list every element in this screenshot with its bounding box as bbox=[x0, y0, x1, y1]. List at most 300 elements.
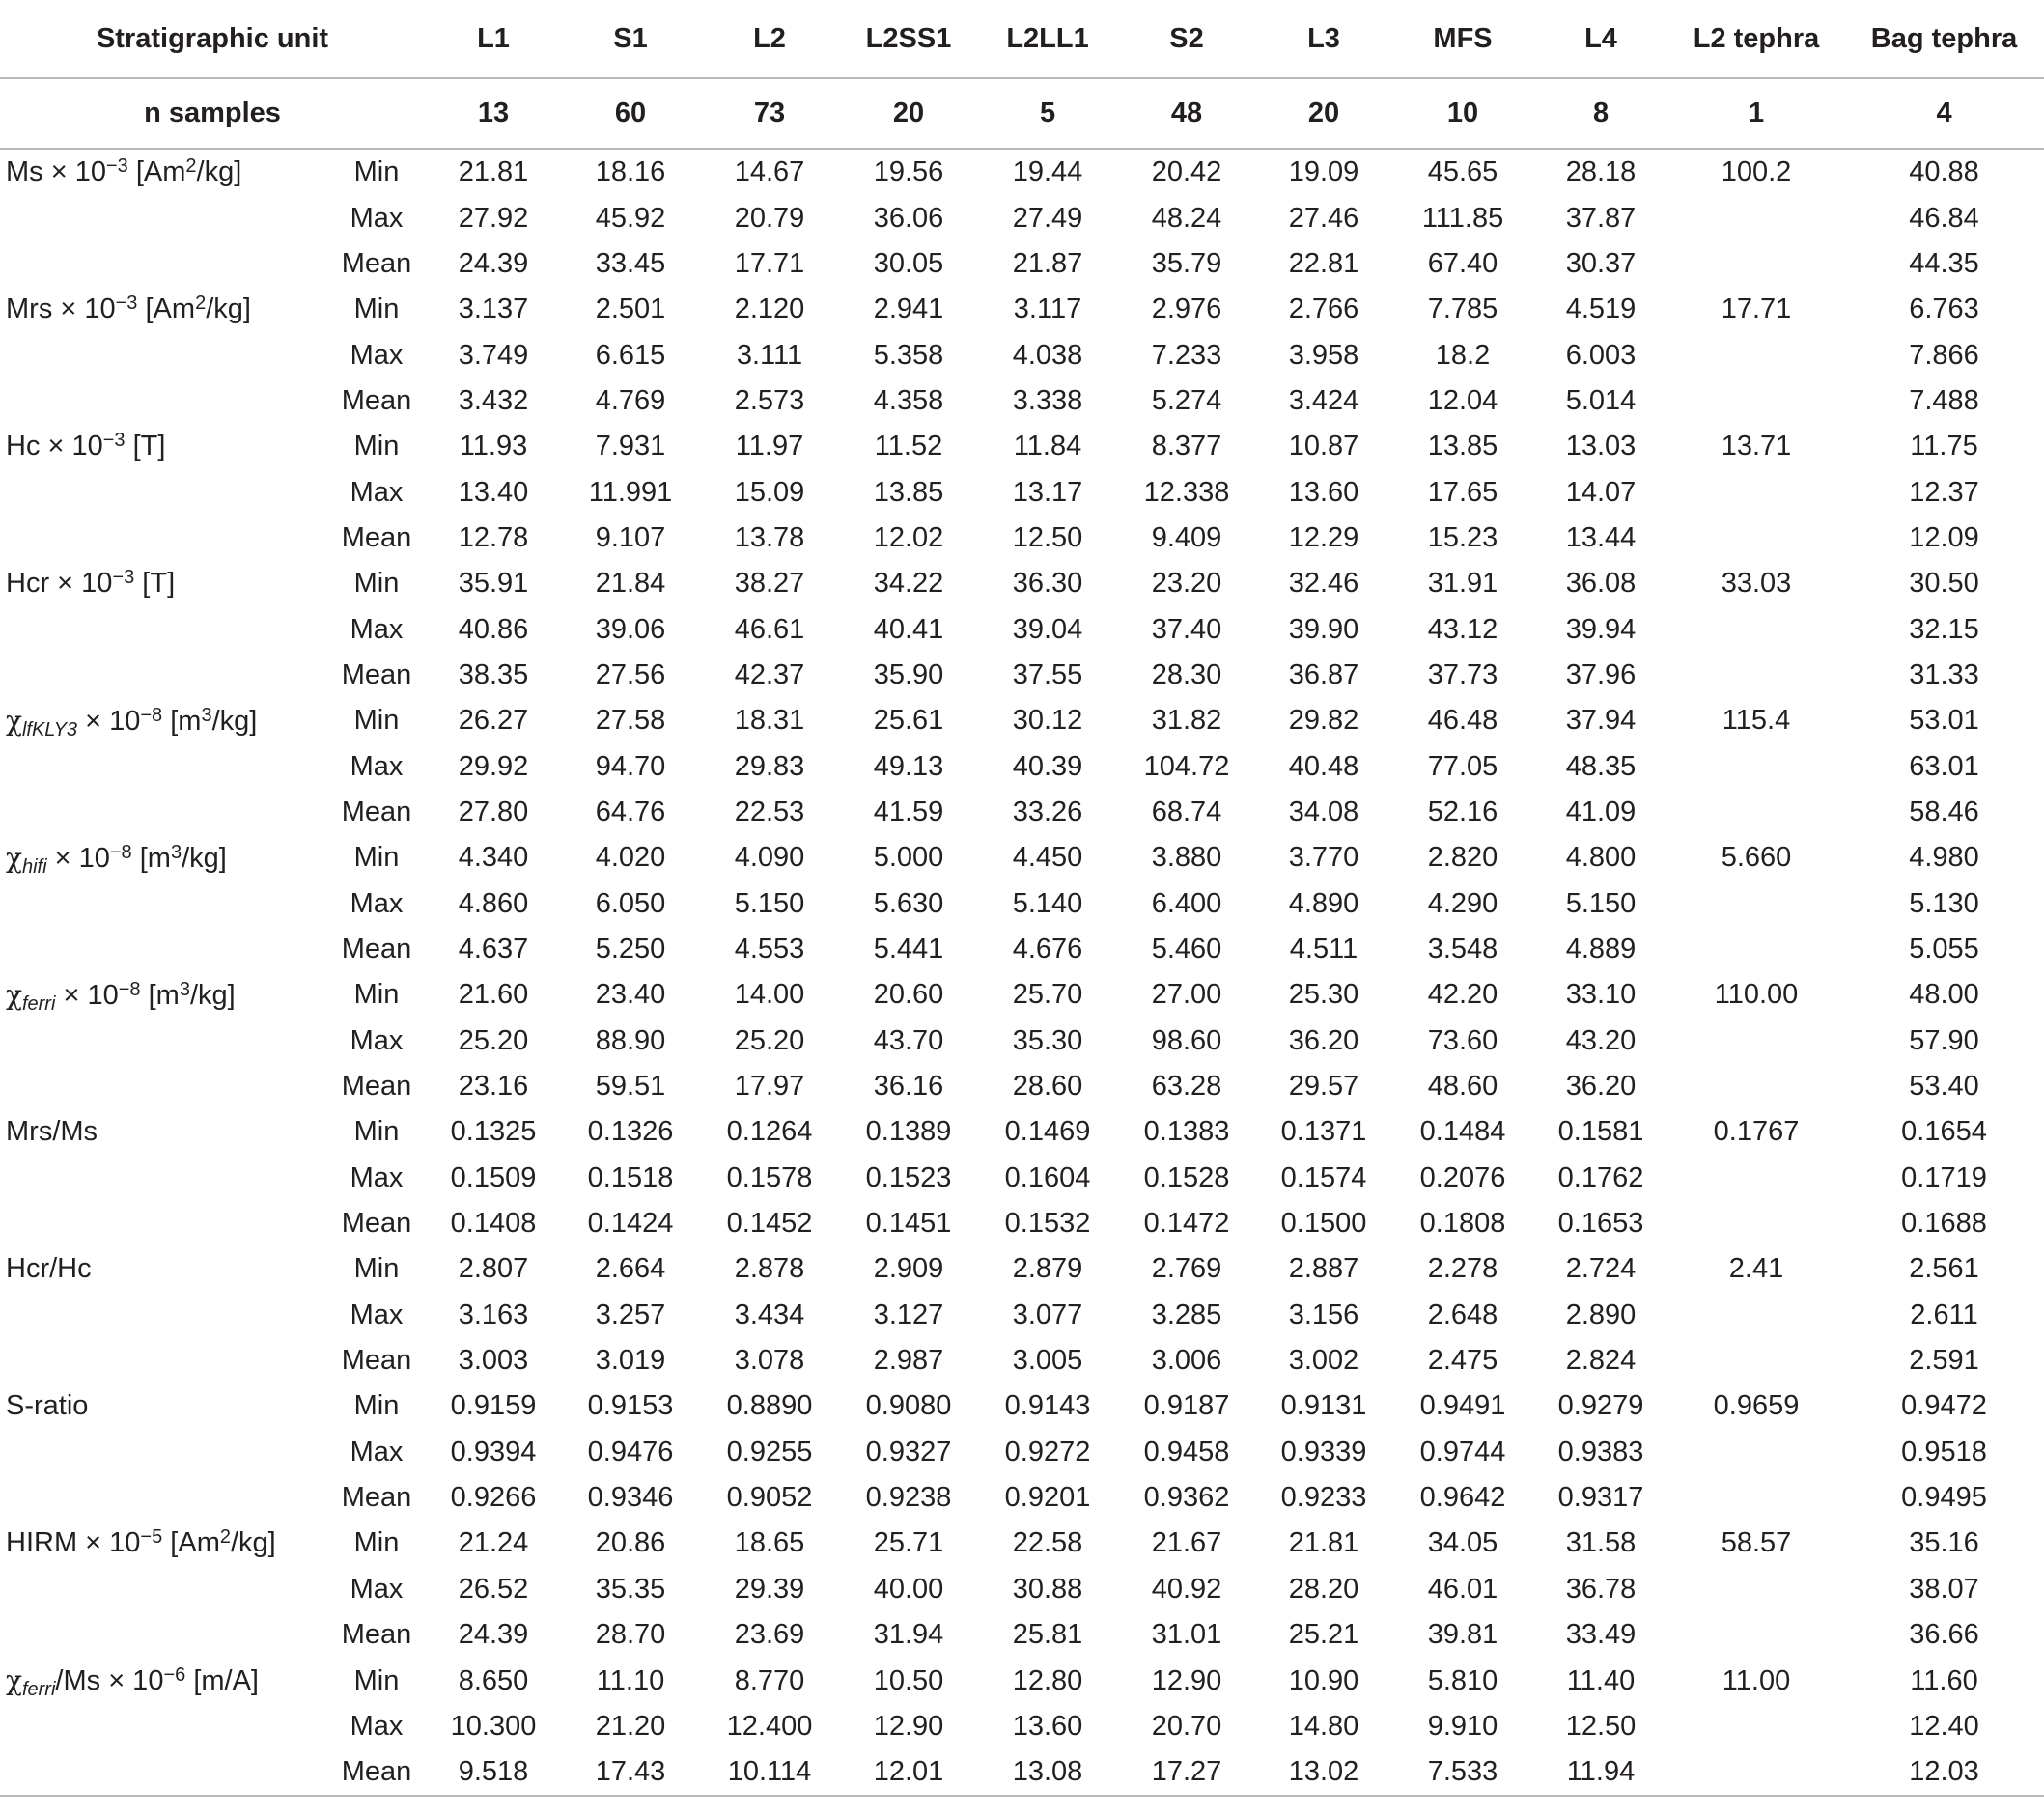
parameter-name: × 10 bbox=[77, 705, 141, 737]
stat-label: Max bbox=[350, 476, 404, 508]
value-cell: 27.56 bbox=[595, 658, 666, 690]
value-cell: 13.78 bbox=[734, 521, 805, 553]
value-cell: 53.01 bbox=[1909, 705, 1979, 737]
parameter-label bbox=[0, 424, 328, 469]
parameter-name: Hcr/Hc bbox=[6, 1253, 92, 1285]
unit-text: [T] bbox=[125, 431, 166, 462]
value-cell: 0.1653 bbox=[1557, 1208, 1644, 1240]
value-cell: 35.79 bbox=[1151, 247, 1222, 279]
value-cell: 3.156 bbox=[1288, 1299, 1359, 1330]
value-cell bbox=[1668, 743, 1844, 789]
value-cell: 25.71 bbox=[873, 1527, 944, 1559]
stat-label: Max bbox=[350, 202, 404, 234]
value-cell: 4.038 bbox=[1012, 339, 1083, 371]
value-cell: 0.1719 bbox=[1901, 1161, 1987, 1193]
value-cell: 43.20 bbox=[1565, 1024, 1637, 1056]
value-cell: 68.74 bbox=[1151, 796, 1222, 827]
value-cell: 0.1389 bbox=[865, 1116, 952, 1148]
value-cell: 4.676 bbox=[1012, 934, 1083, 965]
value-cell: 43.12 bbox=[1427, 613, 1498, 645]
value-cell: 0.1654 bbox=[1901, 1116, 1987, 1148]
value-cell: 23.40 bbox=[595, 979, 666, 1011]
value-cell: 46.84 bbox=[1909, 202, 1979, 234]
table-row bbox=[0, 1109, 2044, 1155]
value-cell: 6.400 bbox=[1151, 887, 1222, 919]
stat-label: Max bbox=[350, 1161, 404, 1193]
value-cell: 4.769 bbox=[595, 384, 666, 416]
value-cell: 33.10 bbox=[1565, 979, 1637, 1011]
value-cell: 115.4 bbox=[1722, 705, 1791, 737]
parameter-label bbox=[0, 835, 328, 880]
parameter-name: × 10 bbox=[55, 979, 119, 1011]
value-cell: 0.1469 bbox=[1004, 1116, 1091, 1148]
value-cell: 7.533 bbox=[1392, 1749, 1533, 1796]
value-cell: 25.21 bbox=[1288, 1619, 1359, 1651]
value-cell: 38.35 bbox=[458, 658, 529, 690]
value-cell: 0.1326 bbox=[587, 1116, 674, 1148]
value-cell: 2.664 bbox=[595, 1253, 666, 1285]
value-cell: 0.1581 bbox=[1557, 1116, 1644, 1148]
value-cell: 0.1383 bbox=[1143, 1116, 1230, 1148]
value-cell: 4.290 bbox=[1427, 887, 1498, 919]
value-cell: 0.9362 bbox=[1143, 1482, 1230, 1514]
value-cell: 13.71 bbox=[1721, 431, 1792, 462]
value-cell: 9.409 bbox=[1151, 521, 1222, 553]
value-cell: 10.50 bbox=[873, 1664, 944, 1696]
parameter-label-empty bbox=[0, 1293, 328, 1338]
value-cell: 0.9346 bbox=[587, 1482, 674, 1514]
stat-label: Max bbox=[350, 1710, 404, 1742]
value-cell: 5.460 bbox=[1151, 934, 1222, 965]
value-cell: 59.51 bbox=[595, 1071, 666, 1103]
value-cell: 39.04 bbox=[1012, 613, 1083, 645]
value-cell: 0.1264 bbox=[726, 1116, 813, 1148]
column-header: L2 bbox=[753, 22, 786, 54]
value-cell: 111.85 bbox=[1421, 202, 1504, 234]
table-row bbox=[0, 1430, 2044, 1475]
stat-label: Mean bbox=[328, 1749, 425, 1796]
value-cell bbox=[1668, 469, 1844, 515]
value-cell: 48.35 bbox=[1565, 750, 1637, 782]
column-header: MFS bbox=[1433, 22, 1493, 54]
value-cell: 7.785 bbox=[1427, 293, 1498, 325]
parameter-label-empty bbox=[0, 1475, 328, 1521]
value-cell: 13.08 bbox=[977, 1749, 1118, 1796]
n-samples-cell: 8 bbox=[1533, 78, 1668, 149]
value-cell: 25.70 bbox=[1012, 979, 1083, 1011]
value-cell: 3.257 bbox=[595, 1299, 666, 1330]
chi-symbol: χ bbox=[6, 704, 22, 737]
value-cell: 0.1325 bbox=[450, 1116, 537, 1148]
value-cell: 3.434 bbox=[734, 1299, 805, 1330]
value-cell: 12.37 bbox=[1909, 476, 1979, 508]
value-cell: 2.501 bbox=[595, 293, 666, 325]
value-cell: 28.60 bbox=[1012, 1071, 1083, 1103]
value-cell: 30.50 bbox=[1909, 568, 1979, 600]
value-cell: 27.92 bbox=[458, 202, 529, 234]
stat-label: Mean bbox=[341, 384, 412, 416]
value-cell: 14.67 bbox=[734, 156, 805, 188]
value-cell: 37.94 bbox=[1565, 705, 1637, 737]
value-cell: 36.66 bbox=[1909, 1619, 1979, 1651]
parameter-label bbox=[0, 287, 328, 332]
value-cell: 11.84 bbox=[1013, 431, 1082, 462]
value-cell: 40.00 bbox=[873, 1573, 944, 1605]
value-cell: 32.46 bbox=[1288, 568, 1359, 600]
value-cell: 0.9491 bbox=[1419, 1390, 1506, 1422]
table-row bbox=[0, 561, 2044, 606]
chi-symbol: χ bbox=[6, 841, 22, 874]
stat-label: Max bbox=[350, 750, 404, 782]
exponent: −6 bbox=[163, 1664, 186, 1687]
table-row bbox=[0, 606, 2044, 652]
value-cell bbox=[1668, 1201, 1844, 1246]
value-cell: 5.150 bbox=[734, 887, 805, 919]
value-cell: 4.519 bbox=[1565, 293, 1637, 325]
value-cell: 30.88 bbox=[1012, 1573, 1083, 1605]
value-cell: 3.880 bbox=[1151, 842, 1222, 874]
stat-label: Mean bbox=[341, 1208, 412, 1240]
value-cell: 23.69 bbox=[734, 1619, 805, 1651]
parameter-label-empty bbox=[0, 469, 328, 515]
value-cell bbox=[1668, 1567, 1844, 1612]
value-cell: 0.9317 bbox=[1557, 1482, 1644, 1514]
value-cell: 11.10 bbox=[596, 1664, 665, 1696]
value-cell: 40.39 bbox=[1012, 750, 1083, 782]
parameter-label bbox=[0, 1383, 328, 1429]
table-row bbox=[0, 1156, 2044, 1201]
unit-exponent: 2 bbox=[219, 1526, 231, 1549]
value-cell: 21.81 bbox=[458, 156, 529, 188]
value-cell: 31.82 bbox=[1151, 705, 1222, 737]
value-cell bbox=[1668, 653, 1844, 698]
stratigraphic-unit-header: Stratigraphic unit bbox=[96, 22, 329, 54]
value-cell: 11.75 bbox=[1910, 431, 1978, 462]
stat-label: Mean bbox=[341, 1071, 412, 1103]
table-row bbox=[0, 1521, 2044, 1566]
value-cell: 12.03 bbox=[1844, 1749, 2044, 1796]
stat-label: Min bbox=[353, 293, 400, 325]
value-cell: 2.573 bbox=[734, 384, 805, 416]
value-cell: 20.42 bbox=[1151, 156, 1222, 188]
value-cell bbox=[1668, 1064, 1844, 1109]
value-cell: 0.1688 bbox=[1901, 1208, 1987, 1240]
stat-label: Max bbox=[350, 887, 404, 919]
value-cell: 34.08 bbox=[1288, 796, 1359, 827]
value-cell: 9.518 bbox=[425, 1749, 562, 1796]
value-cell: 0.9458 bbox=[1143, 1436, 1230, 1467]
parameter-label-empty bbox=[0, 1612, 328, 1658]
value-cell: 67.40 bbox=[1427, 247, 1498, 279]
value-cell: 17.97 bbox=[734, 1071, 805, 1103]
parameter-label bbox=[0, 1521, 328, 1566]
value-cell bbox=[1668, 927, 1844, 972]
value-cell: 12.80 bbox=[1012, 1664, 1083, 1696]
value-cell: 11.991 bbox=[588, 476, 673, 508]
parameter-label-empty bbox=[0, 790, 328, 835]
value-cell: 2.648 bbox=[1427, 1299, 1498, 1330]
value-cell: 3.338 bbox=[1012, 384, 1083, 416]
value-cell: 40.88 bbox=[1909, 156, 1979, 188]
unit-suffix: /kg] bbox=[211, 705, 258, 737]
value-cell: 2.878 bbox=[734, 1253, 805, 1285]
stat-label: Min bbox=[353, 1390, 400, 1422]
value-cell: 3.958 bbox=[1288, 339, 1359, 371]
value-cell: 29.57 bbox=[1288, 1071, 1359, 1103]
value-cell: 13.17 bbox=[1012, 476, 1083, 508]
chi-symbol: χ bbox=[6, 978, 22, 1011]
value-cell: 41.59 bbox=[873, 796, 944, 827]
stat-label: Min bbox=[353, 568, 400, 600]
column-header: S1 bbox=[613, 22, 648, 54]
table-row bbox=[0, 1201, 2044, 1246]
value-cell: 2.41 bbox=[1728, 1253, 1784, 1285]
value-cell bbox=[1668, 1019, 1844, 1064]
stat-label: Mean bbox=[341, 796, 412, 827]
value-cell: 11.40 bbox=[1566, 1664, 1636, 1696]
value-cell: 40.48 bbox=[1288, 750, 1359, 782]
value-cell: 41.09 bbox=[1565, 796, 1637, 827]
value-cell: 53.40 bbox=[1909, 1071, 1979, 1103]
unit-text: [Am bbox=[127, 156, 186, 188]
value-cell: 0.8890 bbox=[726, 1390, 813, 1422]
value-cell: 35.16 bbox=[1909, 1527, 1979, 1559]
value-cell: 0.1578 bbox=[726, 1161, 813, 1193]
value-cell: 5.810 bbox=[1427, 1664, 1498, 1696]
value-cell: 30.12 bbox=[1012, 705, 1083, 737]
value-cell: 5.014 bbox=[1565, 384, 1637, 416]
value-cell: 4.800 bbox=[1565, 842, 1637, 874]
value-cell: 3.002 bbox=[1288, 1345, 1359, 1377]
value-cell: 33.45 bbox=[595, 247, 666, 279]
value-cell: 5.150 bbox=[1565, 887, 1637, 919]
parameter-label bbox=[0, 1109, 328, 1155]
value-cell: 4.980 bbox=[1909, 842, 1979, 874]
unit-suffix: /kg] bbox=[189, 979, 236, 1011]
value-cell: 2.941 bbox=[873, 293, 944, 325]
parameter-label bbox=[0, 1658, 328, 1703]
value-cell: 22.81 bbox=[1288, 247, 1359, 279]
value-cell: 3.019 bbox=[595, 1345, 666, 1377]
value-cell: 58.46 bbox=[1909, 796, 1979, 827]
parameter-label-empty bbox=[0, 1338, 328, 1383]
unit-exponent: 2 bbox=[195, 293, 207, 315]
stat-label: Min bbox=[353, 1253, 400, 1285]
stat-label: Mean bbox=[341, 658, 412, 690]
value-cell: 34.05 bbox=[1427, 1527, 1498, 1559]
value-cell: 0.9476 bbox=[587, 1436, 674, 1467]
value-cell: 11.52 bbox=[874, 431, 943, 462]
value-cell: 24.39 bbox=[458, 247, 529, 279]
parameter-name: HIRM × 10 bbox=[6, 1527, 141, 1559]
value-cell: 19.56 bbox=[873, 156, 944, 188]
value-cell: 0.1452 bbox=[726, 1208, 813, 1240]
stat-label: Min bbox=[353, 431, 400, 462]
table-row bbox=[0, 332, 2044, 377]
stat-label: Min bbox=[353, 705, 400, 737]
value-cell: 0.2076 bbox=[1419, 1161, 1506, 1193]
value-cell: 20.60 bbox=[873, 979, 944, 1011]
stat-label: Min bbox=[353, 156, 400, 188]
value-cell bbox=[1668, 195, 1844, 240]
value-cell bbox=[1668, 881, 1844, 927]
value-cell: 32.15 bbox=[1909, 613, 1979, 645]
parameter-label-empty bbox=[0, 1064, 328, 1109]
value-cell: 46.48 bbox=[1427, 705, 1498, 737]
stat-label: Mean bbox=[341, 1619, 412, 1651]
value-cell: 39.06 bbox=[595, 613, 666, 645]
value-cell: 12.78 bbox=[458, 521, 529, 553]
value-cell: 2.591 bbox=[1909, 1345, 1979, 1377]
value-cell: 46.61 bbox=[734, 613, 805, 645]
column-header: S2 bbox=[1169, 22, 1204, 54]
n-samples-cell: 1 bbox=[1668, 78, 1844, 149]
value-cell: 30.37 bbox=[1565, 247, 1637, 279]
value-cell: 18.31 bbox=[734, 705, 805, 737]
chi-subscript: ferri bbox=[21, 992, 56, 1015]
value-cell: 21.60 bbox=[458, 979, 529, 1011]
value-cell: 0.9339 bbox=[1280, 1436, 1367, 1467]
value-cell: 25.30 bbox=[1288, 979, 1359, 1011]
n-samples-cell: 20 bbox=[840, 78, 977, 149]
column-header: Bag tephra bbox=[1870, 22, 2018, 54]
value-cell: 14.00 bbox=[734, 979, 805, 1011]
value-cell: 36.16 bbox=[873, 1071, 944, 1103]
value-cell: 5.130 bbox=[1909, 887, 1979, 919]
column-header: L2 tephra bbox=[1693, 22, 1820, 54]
value-cell: 0.9327 bbox=[865, 1436, 952, 1467]
value-cell: 18.16 bbox=[595, 156, 666, 188]
stat-label: Min bbox=[353, 1527, 400, 1559]
value-cell: 0.1472 bbox=[1143, 1208, 1230, 1240]
column-header: L3 bbox=[1307, 22, 1340, 54]
value-cell: 25.81 bbox=[1012, 1619, 1083, 1651]
value-cell: 20.86 bbox=[595, 1527, 666, 1559]
value-cell: 40.41 bbox=[873, 613, 944, 645]
value-cell: 7.233 bbox=[1151, 339, 1222, 371]
value-cell: 88.90 bbox=[595, 1024, 666, 1056]
parameter-label-empty bbox=[0, 332, 328, 377]
value-cell: 7.488 bbox=[1909, 384, 1979, 416]
value-cell: 100.2 bbox=[1721, 156, 1792, 188]
value-cell: 0.9159 bbox=[450, 1390, 537, 1422]
value-cell: 4.637 bbox=[458, 934, 529, 965]
value-cell: 3.077 bbox=[1012, 1299, 1083, 1330]
value-cell: 22.58 bbox=[1012, 1527, 1083, 1559]
value-cell: 4.450 bbox=[1012, 842, 1083, 874]
value-cell: 35.90 bbox=[873, 658, 944, 690]
value-cell: 37.96 bbox=[1565, 658, 1637, 690]
value-cell: 3.548 bbox=[1427, 934, 1498, 965]
value-cell: 28.20 bbox=[1288, 1573, 1359, 1605]
table-row bbox=[0, 424, 2044, 469]
parameter-label bbox=[0, 149, 328, 195]
value-cell: 8.650 bbox=[458, 1664, 529, 1696]
unit-suffix: /kg] bbox=[196, 156, 242, 188]
value-cell: 94.70 bbox=[595, 750, 666, 782]
value-cell: 0.1767 bbox=[1713, 1116, 1800, 1148]
value-cell bbox=[1668, 241, 1844, 287]
value-cell: 0.9201 bbox=[1004, 1482, 1091, 1514]
value-cell: 0.9266 bbox=[450, 1482, 537, 1514]
value-cell: 0.9642 bbox=[1419, 1482, 1506, 1514]
value-cell: 33.26 bbox=[1012, 796, 1083, 827]
stat-label: Mean bbox=[341, 247, 412, 279]
chi-subscript: hifi bbox=[21, 855, 47, 878]
parameter-name: Mrs/Ms bbox=[6, 1116, 98, 1148]
value-cell: 25.20 bbox=[734, 1024, 805, 1056]
value-cell bbox=[1668, 1749, 1844, 1796]
value-cell: 4.511 bbox=[1289, 934, 1358, 965]
value-cell: 0.1500 bbox=[1280, 1208, 1367, 1240]
value-cell: 31.33 bbox=[1909, 658, 1979, 690]
value-cell bbox=[1668, 606, 1844, 652]
value-cell: 27.49 bbox=[1012, 202, 1083, 234]
value-cell: 0.1509 bbox=[450, 1161, 537, 1193]
stat-label: Max bbox=[350, 1299, 404, 1330]
n-samples-cell: 48 bbox=[1118, 78, 1255, 149]
value-cell: 13.44 bbox=[1565, 521, 1637, 553]
value-cell: 21.67 bbox=[1151, 1527, 1222, 1559]
table-row bbox=[0, 972, 2044, 1018]
parameter-label-empty bbox=[0, 881, 328, 927]
value-cell: 17.71 bbox=[734, 247, 805, 279]
value-cell: 36.30 bbox=[1012, 568, 1083, 600]
value-cell: 3.111 bbox=[736, 339, 803, 371]
value-cell: 49.13 bbox=[873, 750, 944, 782]
parameter-name: Mrs × 10 bbox=[6, 293, 116, 325]
value-cell: 2.769 bbox=[1151, 1253, 1222, 1285]
value-cell: 0.9279 bbox=[1557, 1390, 1644, 1422]
value-cell: 7.931 bbox=[595, 431, 666, 462]
value-cell: 15.23 bbox=[1427, 521, 1498, 553]
parameter-label-empty bbox=[0, 1201, 328, 1246]
unit-text: [m bbox=[131, 842, 171, 874]
unit-exponent: 2 bbox=[185, 155, 197, 178]
column-header: L1 bbox=[477, 22, 510, 54]
value-cell: 0.9143 bbox=[1004, 1390, 1091, 1422]
table-row bbox=[0, 790, 2044, 835]
parameter-label-empty bbox=[0, 1704, 328, 1749]
value-cell: 0.9495 bbox=[1901, 1482, 1987, 1514]
value-cell: 6.003 bbox=[1565, 339, 1637, 371]
value-cell: 2.890 bbox=[1565, 1299, 1637, 1330]
value-cell: 2.120 bbox=[734, 293, 805, 325]
value-cell: 73.60 bbox=[1427, 1024, 1498, 1056]
value-cell: 35.30 bbox=[1012, 1024, 1083, 1056]
table-row bbox=[0, 1749, 2044, 1796]
table-row bbox=[0, 881, 2044, 927]
value-cell: 12.90 bbox=[873, 1710, 944, 1742]
value-cell: 98.60 bbox=[1151, 1024, 1222, 1056]
value-cell: 45.92 bbox=[595, 202, 666, 234]
table-row bbox=[0, 378, 2044, 424]
value-cell: 12.338 bbox=[1143, 476, 1230, 508]
value-cell: 40.86 bbox=[458, 613, 529, 645]
value-cell: 12.01 bbox=[840, 1749, 977, 1796]
column-header: L4 bbox=[1584, 22, 1617, 54]
value-cell: 3.137 bbox=[458, 293, 529, 325]
value-cell: 64.76 bbox=[595, 796, 666, 827]
value-cell: 27.00 bbox=[1151, 979, 1222, 1011]
n-samples-cell: 60 bbox=[562, 78, 699, 149]
stat-label: Min bbox=[353, 1116, 400, 1148]
value-cell: 0.9131 bbox=[1280, 1390, 1367, 1422]
value-cell: 12.40 bbox=[1909, 1710, 1979, 1742]
table-row bbox=[0, 1338, 2044, 1383]
parameter-label-empty bbox=[0, 653, 328, 698]
value-cell: 4.860 bbox=[458, 887, 529, 919]
